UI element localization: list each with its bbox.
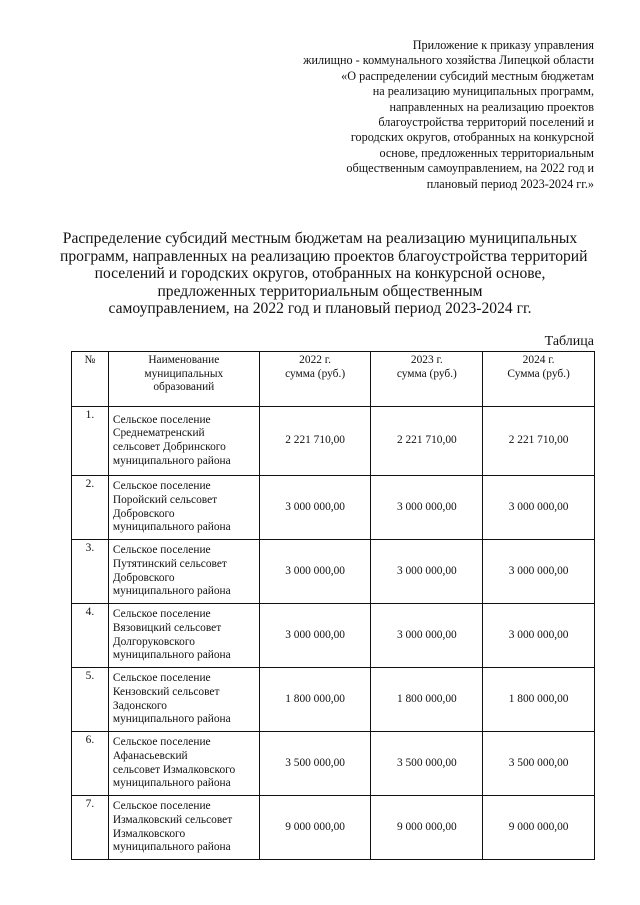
municipality-name-line: Сельское поселение — [112, 672, 211, 685]
header-line: на реализацию муниципальных программ, — [372, 84, 594, 99]
table-header-row — [72, 352, 595, 407]
table-row — [72, 540, 595, 604]
table-caption: Таблица — [544, 334, 594, 349]
municipality-name-line: Вязовицкий сельсовет — [112, 621, 222, 634]
municipality-name-line: муниципального района — [112, 777, 231, 790]
amount-2023: 3 000 000,00 — [371, 540, 483, 604]
title-line: поселений и городских округов, отобранных на конкурсной основе, — [94, 265, 546, 283]
amount-2022: 3 000 000,00 — [259, 540, 371, 604]
table-row — [72, 476, 595, 540]
amount-2022: 3 000 000,00 — [259, 476, 371, 540]
row-number: 5. — [72, 668, 109, 732]
column-header-2023: 2023 г. сумма (руб.) — [371, 352, 483, 407]
municipality-name-line: Среднематренский — [112, 427, 205, 440]
title-line: программ, направленных на реализацию проектов благоустройства территорий — [60, 247, 588, 265]
municipality-name-line: Сельское поселение — [112, 480, 211, 493]
municipality-name-line: Путятинский сельсовет — [112, 557, 227, 570]
municipality-name-line: муниципального района — [112, 521, 231, 534]
column-header-number: № — [72, 352, 109, 407]
municipality-name-line: сельсовет Добринского — [112, 441, 226, 453]
amount-2022: 3 000 000,00 — [259, 604, 371, 668]
amount-2023: 3 000 000,00 — [371, 604, 483, 668]
amount-2024: 3 000 000,00 — [483, 540, 595, 604]
header-line: основе, предложенных территориальным — [379, 145, 594, 160]
table-row — [72, 668, 595, 732]
municipality-name — [108, 732, 259, 796]
amount-2022: 9 000 000,00 — [259, 796, 371, 860]
municipality-name-line: сельсовет Измалковского — [112, 763, 236, 776]
amount-2022: 2 221 710,00 — [259, 407, 371, 476]
table-row — [72, 732, 595, 796]
amount-2024: 3 500 000,00 — [483, 732, 595, 796]
municipality-name — [108, 796, 259, 860]
amount-2024: 9 000 000,00 — [483, 796, 595, 860]
municipality-name-line: Кензовский сельсовет — [112, 685, 220, 698]
header-line: плановый период 2023-2024 гг.» — [426, 176, 594, 191]
subsidy-table — [71, 351, 595, 860]
title-line: Распределение субсидий местным бюджетам на реализацию муниципальных — [62, 230, 578, 247]
municipality-name — [108, 668, 259, 732]
document-title — [60, 230, 588, 318]
row-number: 4. — [72, 604, 109, 668]
municipality-name-line: муниципального района — [112, 713, 231, 726]
municipality-name-line: Сельское поселение — [112, 608, 211, 621]
municipality-name-line: муниципального района — [112, 454, 231, 467]
municipality-name-line: Измалковский сельсовет — [112, 813, 233, 826]
municipality-name-line: Задонского — [112, 699, 167, 712]
amount-2023: 3 000 000,00 — [371, 476, 483, 540]
amount-2022: 1 800 000,00 — [259, 668, 371, 732]
header-line: благоустройства территорий поселений и — [378, 115, 594, 130]
amount-2023: 3 500 000,00 — [371, 732, 483, 796]
title-line: самоуправлением, на 2022 год и плановый период 2023-2024 гг. — [108, 300, 532, 318]
row-number: 3. — [72, 540, 109, 604]
appendix-header — [264, 38, 594, 192]
column-header-name: Наименование муниципальных образований — [108, 352, 259, 407]
municipality-name — [108, 540, 259, 604]
header-line: Приложение к приказу управления — [412, 38, 594, 52]
header-line: «О распределении субсидий местным бюджетам — [341, 68, 594, 83]
row-number: 7. — [72, 796, 109, 860]
table-row — [72, 407, 595, 476]
municipality-name-line: Сельское поселение — [112, 544, 211, 557]
municipality-name-line: Поройский сельсовет — [112, 493, 218, 506]
column-header-2022: 2022 г. сумма (руб.) — [259, 352, 371, 407]
municipality-name-line: Сельское поселение — [112, 800, 211, 813]
municipality-name — [108, 407, 259, 476]
municipality-name-line: муниципального района — [112, 841, 231, 854]
header-line: городских округов, отобранных на конкурсной — [350, 130, 594, 145]
title-line: предложенных территориальным общественным — [157, 282, 483, 300]
municipality-name-line: муниципального района — [112, 649, 231, 662]
amount-2023: 1 800 000,00 — [371, 668, 483, 732]
municipality-name-line: Добровского — [112, 507, 175, 520]
municipality-name — [108, 476, 259, 540]
municipality-name — [108, 604, 259, 668]
municipality-name-line: Афанасьевский — [112, 749, 188, 762]
table-row — [72, 796, 595, 860]
municipality-name-line: Сельское поселение — [112, 413, 211, 426]
table-row — [72, 604, 595, 668]
municipality-name-line: Добровского — [112, 571, 175, 584]
row-number: 1. — [72, 407, 109, 476]
column-header-2024: 2024 г. Сумма (руб.) — [483, 352, 595, 407]
amount-2023: 9 000 000,00 — [371, 796, 483, 860]
amount-2024: 3 000 000,00 — [483, 476, 595, 540]
amount-2022: 3 500 000,00 — [259, 732, 371, 796]
municipality-name-line: муниципального района — [112, 585, 231, 598]
row-number: 2. — [72, 476, 109, 540]
header-line: общественным самоуправлением, на 2022 год и — [346, 161, 594, 176]
amount-2024: 1 800 000,00 — [483, 668, 595, 732]
amount-2024: 3 000 000,00 — [483, 604, 595, 668]
amount-2024: 2 221 710,00 — [483, 407, 595, 476]
amount-2023: 2 221 710,00 — [371, 407, 483, 476]
header-line: направленных на реализацию проектов — [389, 99, 594, 114]
row-number: 6. — [72, 732, 109, 796]
header-line: жилищно - коммунального хозяйства Липецкой области — [303, 53, 594, 68]
municipality-name-line: Сельское поселение — [112, 736, 211, 749]
municipality-name-line: Долгоруковского — [112, 635, 195, 648]
municipality-name-line: Измалковского — [112, 827, 186, 840]
